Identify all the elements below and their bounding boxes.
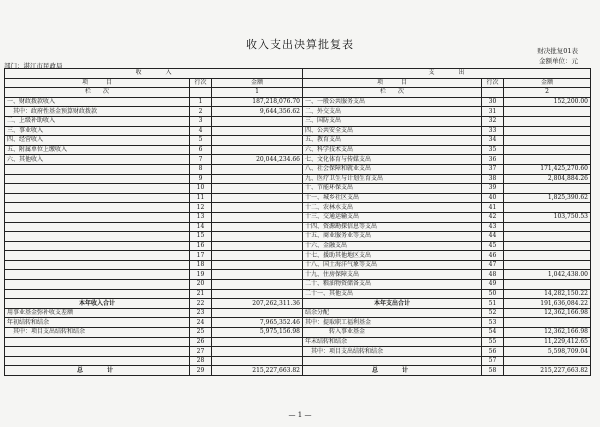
department-label: 部门：湛江市民政局: [4, 62, 63, 70]
expense-amount-cell: 171,425,270.60: [504, 164, 591, 174]
income-row-no-header: 行次: [190, 78, 212, 88]
table-row: [5, 356, 591, 366]
income-amount-cell: [212, 164, 303, 174]
income-amount-cell: [212, 356, 303, 366]
expense-row-no-cell: 32: [482, 116, 504, 126]
table-row: [5, 126, 591, 136]
income-row-no-cell: 24: [190, 318, 212, 328]
income-amount-cell: [212, 212, 303, 222]
income-item-cell: [5, 174, 190, 184]
expense-row-no-cell: 35: [482, 145, 504, 155]
income-row-no-cell: 23: [190, 308, 212, 318]
income-item-cell: 四、经营收入: [5, 136, 190, 146]
expense-amount-cell: [504, 203, 591, 213]
expense-row-no-cell: 49: [482, 280, 504, 290]
income-item-cell: [5, 232, 190, 242]
income-item-cell: [5, 337, 190, 347]
expense-item-cell: 七、文化体育与传媒支出: [303, 155, 482, 165]
expense-amount-cell: [504, 356, 591, 366]
income-item-cell: [5, 212, 190, 222]
income-item-cell: 其中：政府性基金预算财政拨款: [5, 107, 190, 117]
expense-row-no-cell: 37: [482, 164, 504, 174]
expense-amount-cell: 12,362,166.98: [504, 308, 591, 318]
expense-amount-cell: [504, 232, 591, 242]
income-amount-cell: 207,262,311.36: [212, 299, 303, 309]
income-amount-cell: [212, 126, 303, 136]
table-row: [5, 174, 591, 184]
income-column-number: 1: [212, 88, 303, 98]
income-item-cell: [5, 164, 190, 174]
income-row-no-cell: 25: [190, 328, 212, 338]
expense-item-cell: 五、教育支出: [303, 136, 482, 146]
expense-amount-cell: [504, 116, 591, 126]
expense-item-cell: 十二、农林水支出: [303, 203, 482, 213]
expense-row-no-cell: 30: [482, 97, 504, 107]
income-amount-cell: [212, 203, 303, 213]
table-row: [5, 299, 591, 309]
income-row-no-cell: 9: [190, 174, 212, 184]
expense-row-no-cell: 53: [482, 318, 504, 328]
income-row-no-cell: 29: [190, 366, 212, 376]
expense-row-no-cell: 39: [482, 184, 504, 194]
expense-row-no-cell: 41: [482, 203, 504, 213]
expense-item-cell: 十七、援助其他地区支出: [303, 251, 482, 261]
income-item-cell: [5, 356, 190, 366]
income-amount-cell: 9,644,356.62: [212, 107, 303, 117]
expense-amount-cell: 1,042,438.00: [504, 270, 591, 280]
income-row-no-cell: 15: [190, 232, 212, 242]
expense-item-cell: 十一、城乡社区支出: [303, 193, 482, 203]
expense-amount-cell: [504, 107, 591, 117]
income-row-no-cell: 19: [190, 270, 212, 280]
expense-item-header: 项 目: [303, 78, 482, 88]
income-amount-cell: [212, 347, 303, 357]
income-amount-cell: [212, 270, 303, 280]
income-item-header: 项 目: [5, 78, 190, 88]
income-item-cell: [5, 203, 190, 213]
table-row: [5, 328, 591, 338]
income-amount-cell: 215,227,663.82: [212, 366, 303, 376]
income-amount-cell: [212, 260, 303, 270]
expense-row-no-cell: 43: [482, 222, 504, 232]
income-item-cell: [5, 280, 190, 290]
expense-item-cell: 十六、金融支出: [303, 241, 482, 251]
expense-amount-cell: [504, 184, 591, 194]
table-row: [5, 270, 591, 280]
income-amount-cell: [212, 241, 303, 251]
expense-item-cell: 本年支出合计: [303, 299, 482, 309]
expense-column-number: 2: [504, 88, 591, 98]
income-row-no-cell: 3: [190, 116, 212, 126]
table-head-row: [5, 88, 591, 98]
income-amount-cell: 187,218,076.70: [212, 97, 303, 107]
table-row: [5, 184, 591, 194]
expense-item-cell: 二、外交支出: [303, 107, 482, 117]
expense-amount-cell: [504, 145, 591, 155]
table-row: [5, 347, 591, 357]
expense-row-no-cell: 57: [482, 356, 504, 366]
expense-row-no-cell: 42: [482, 212, 504, 222]
expense-amount-cell: 2,804,884.26: [504, 174, 591, 184]
page-title: 收入支出决算批复表: [246, 38, 354, 51]
income-row-no-cell: 10: [190, 184, 212, 194]
expense-row-no-cell: 51: [482, 299, 504, 309]
income-column-label: 栏 次: [5, 88, 190, 98]
expense-item-cell: 一、一般公共服务支出: [303, 97, 482, 107]
income-amount-cell: [212, 145, 303, 155]
table-row: [5, 232, 591, 242]
expense-row-no-cell: 40: [482, 193, 504, 203]
table-row: [5, 155, 591, 165]
expense-item-cell: 二十、粮油物资储备支出: [303, 280, 482, 290]
table-head-row: [5, 69, 591, 79]
expense-amount-cell: 191,636,084.22: [504, 299, 591, 309]
empty-cell: [190, 88, 212, 98]
budget-table: [4, 68, 591, 376]
expense-row-no-cell: 46: [482, 251, 504, 261]
table-row: [5, 318, 591, 328]
income-item-cell: [5, 222, 190, 232]
income-item-cell: 一、财政拨款收入: [5, 97, 190, 107]
table-row: [5, 164, 591, 174]
expense-row-no-cell: 33: [482, 126, 504, 136]
income-row-no-cell: 6: [190, 145, 212, 155]
expense-amount-cell: [504, 280, 591, 290]
income-item-cell: 五、附属单位上缴收入: [5, 145, 190, 155]
table-row: [5, 193, 591, 203]
income-row-no-cell: 5: [190, 136, 212, 146]
income-row-no-cell: 28: [190, 356, 212, 366]
expense-item-cell: 总 计: [303, 366, 482, 376]
income-amount-cell: 7,965,352.46: [212, 318, 303, 328]
income-row-no-cell: 11: [190, 193, 212, 203]
income-row-no-cell: 21: [190, 289, 212, 299]
income-item-cell: [5, 260, 190, 270]
expense-item-cell: 三、国防支出: [303, 116, 482, 126]
table-row: [5, 289, 591, 299]
table-row: [5, 212, 591, 222]
expense-amount-header: 金额: [504, 78, 591, 88]
expense-amount-cell: [504, 126, 591, 136]
expense-item-cell: 年末结转和结余: [303, 337, 482, 347]
expense-amount-cell: [504, 155, 591, 165]
expense-amount-cell: 12,362,166.98: [504, 328, 591, 338]
expense-row-no-cell: 34: [482, 136, 504, 146]
expense-amount-cell: 1,825,390.62: [504, 193, 591, 203]
income-item-cell: 二、上级补助收入: [5, 116, 190, 126]
income-amount-cell: [212, 193, 303, 203]
expense-amount-cell: [504, 260, 591, 270]
expense-row-no-cell: 31: [482, 107, 504, 117]
income-amount-cell: [212, 251, 303, 261]
income-item-cell: 六、其他收入: [5, 155, 190, 165]
income-row-no-cell: 14: [190, 222, 212, 232]
income-row-no-cell: 8: [190, 164, 212, 174]
expense-item-cell: 八、社会保障和就业支出: [303, 164, 482, 174]
expense-item-cell: 其中：提取职工福利基金: [303, 318, 482, 328]
expense-item-cell: 其中：项目支出结转和结余: [303, 347, 482, 357]
expense-row-no-cell: 45: [482, 241, 504, 251]
table-row: [5, 136, 591, 146]
income-amount-cell: [212, 222, 303, 232]
income-row-no-cell: 4: [190, 126, 212, 136]
table-row: [5, 107, 591, 117]
income-amount-cell: 20,044,234.66: [212, 155, 303, 165]
income-item-cell: [5, 193, 190, 203]
income-row-no-cell: 13: [190, 212, 212, 222]
expense-item-cell: 十五、商业服务业等支出: [303, 232, 482, 242]
expense-item-cell: 九、医疗卫生与计划生育支出: [303, 174, 482, 184]
income-item-cell: 本年收入合计: [5, 299, 190, 309]
expense-item-cell: 四、公共安全支出: [303, 126, 482, 136]
income-amount-cell: [212, 232, 303, 242]
expense-row-no-cell: 58: [482, 366, 504, 376]
income-row-no-cell: 1: [190, 97, 212, 107]
expense-item-cell: 结余分配: [303, 308, 482, 318]
income-item-cell: [5, 347, 190, 357]
expense-amount-cell: 14,282,150.22: [504, 289, 591, 299]
income-amount-header: 金额: [212, 78, 303, 88]
expense-row-no-cell: 56: [482, 347, 504, 357]
expense-item-cell: 六、科学技术支出: [303, 145, 482, 155]
table-row: [5, 366, 591, 376]
expense-row-no-cell: 48: [482, 270, 504, 280]
expense-amount-cell: 11,229,412.65: [504, 337, 591, 347]
expense-row-no-cell: 47: [482, 260, 504, 270]
income-item-cell: [5, 270, 190, 280]
income-row-no-cell: 7: [190, 155, 212, 165]
income-amount-cell: 5,975,156.98: [212, 328, 303, 338]
expense-amount-cell: [504, 318, 591, 328]
income-row-no-cell: 22: [190, 299, 212, 309]
income-item-cell: 总 计: [5, 366, 190, 376]
expense-row-no-cell: 36: [482, 155, 504, 165]
expense-row-no-cell: 55: [482, 337, 504, 347]
table-row: [5, 280, 591, 290]
expense-row-no-cell: 38: [482, 174, 504, 184]
empty-cell: [482, 88, 504, 98]
expense-row-no-cell: 44: [482, 232, 504, 242]
expense-row-no-header: 行次: [482, 78, 504, 88]
expense-item-cell: [303, 356, 482, 366]
expense-amount-cell: 152,200.00: [504, 97, 591, 107]
form-number: 财决批复01表: [537, 47, 578, 55]
income-item-cell: [5, 289, 190, 299]
table-row: [5, 222, 591, 232]
expense-row-no-cell: 52: [482, 308, 504, 318]
income-header: 收 入: [5, 69, 303, 79]
income-row-no-cell: 20: [190, 280, 212, 290]
table-row: [5, 308, 591, 318]
income-amount-cell: [212, 136, 303, 146]
amount-unit: 金额单位：元: [539, 57, 578, 65]
table-row: [5, 251, 591, 261]
page-number: — 1 —: [288, 411, 312, 419]
expense-column-label: 栏 次: [303, 88, 482, 98]
income-item-cell: [5, 251, 190, 261]
expense-item-cell: 十四、资源勘探信息等支出: [303, 222, 482, 232]
expense-amount-cell: [504, 222, 591, 232]
income-item-cell: 年初结转和结余: [5, 318, 190, 328]
expense-amount-cell: 103,750.53: [504, 212, 591, 222]
income-item-cell: 其中：项目支出结转和结余: [5, 328, 190, 338]
expense-amount-cell: [504, 241, 591, 251]
expense-item-cell: 二十一、其他支出: [303, 289, 482, 299]
table-row: [5, 260, 591, 270]
table-row: [5, 203, 591, 213]
income-amount-cell: [212, 116, 303, 126]
income-amount-cell: [212, 308, 303, 318]
table-row: [5, 116, 591, 126]
table-head-row: [5, 78, 591, 88]
income-amount-cell: [212, 280, 303, 290]
expense-item-cell: 十九、住房保障支出: [303, 270, 482, 280]
expense-header: 支 出: [303, 69, 591, 79]
income-amount-cell: [212, 174, 303, 184]
expense-item-cell: 转入事业基金: [303, 328, 482, 338]
income-amount-cell: [212, 184, 303, 194]
table-row: [5, 145, 591, 155]
income-item-cell: [5, 184, 190, 194]
expense-item-cell: 十三、交通运输支出: [303, 212, 482, 222]
income-item-cell: [5, 241, 190, 251]
income-row-no-cell: 27: [190, 347, 212, 357]
table-row: [5, 337, 591, 347]
income-row-no-cell: 16: [190, 241, 212, 251]
income-amount-cell: [212, 337, 303, 347]
expense-amount-cell: 215,227,663.82: [504, 366, 591, 376]
income-row-no-cell: 2: [190, 107, 212, 117]
income-row-no-cell: 12: [190, 203, 212, 213]
table-row: [5, 97, 591, 107]
income-row-no-cell: 17: [190, 251, 212, 261]
income-amount-cell: [212, 289, 303, 299]
expense-row-no-cell: 54: [482, 328, 504, 338]
expense-item-cell: 十、节能环保支出: [303, 184, 482, 194]
income-row-no-cell: 18: [190, 260, 212, 270]
income-item-cell: 用事业基金弥补收支差额: [5, 308, 190, 318]
table-row: [5, 241, 591, 251]
expense-item-cell: 十八、国土海洋气象等支出: [303, 260, 482, 270]
expense-amount-cell: [504, 136, 591, 146]
income-row-no-cell: 26: [190, 337, 212, 347]
expense-row-no-cell: 50: [482, 289, 504, 299]
expense-amount-cell: [504, 251, 591, 261]
income-item-cell: 三、事业收入: [5, 126, 190, 136]
expense-amount-cell: 5,598,709.04: [504, 347, 591, 357]
